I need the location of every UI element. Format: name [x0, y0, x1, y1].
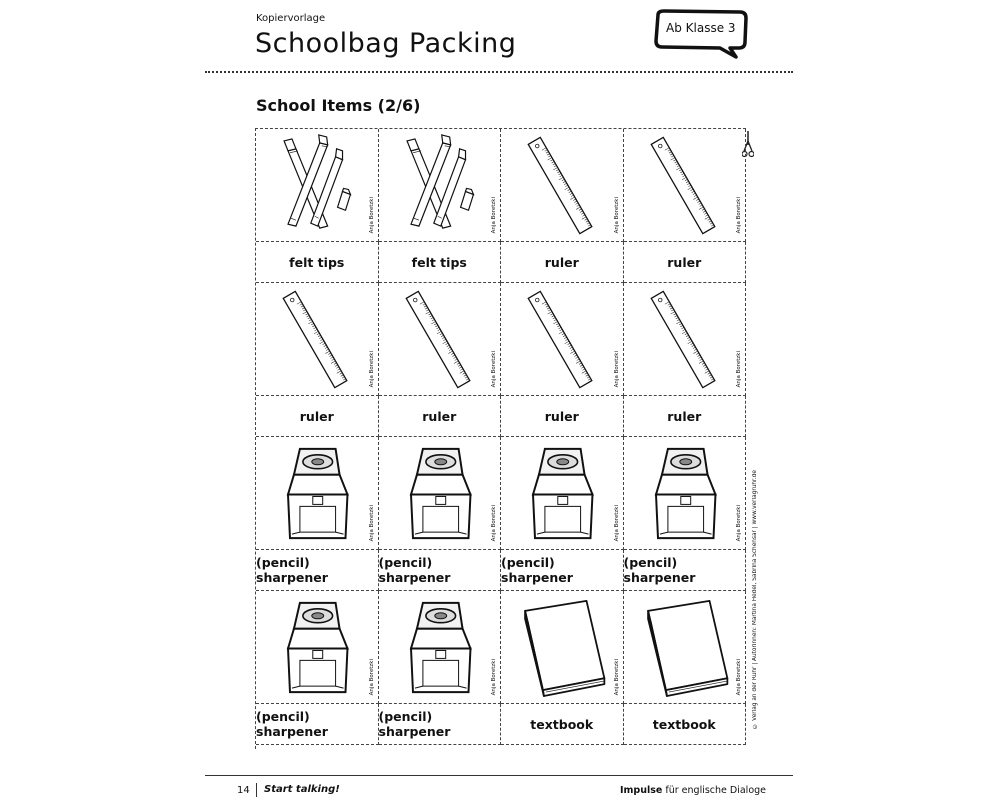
kopiervorlage-label: Kopiervorlage: [256, 13, 326, 24]
illustrator-credit: Anja Boretzki: [491, 504, 497, 541]
page-number: 14: [237, 785, 250, 796]
grade-badge-text: Ab Klasse 3: [666, 21, 736, 35]
word-card: (pencil) sharpener: [379, 550, 502, 591]
word-card: textbook: [624, 704, 747, 745]
word-card: ruler: [256, 396, 379, 437]
picture-card: [379, 129, 502, 242]
illustrator-credit: Anja Boretzki: [613, 658, 620, 695]
card-grid: [255, 128, 746, 749]
series-title: Start talking!: [264, 784, 340, 795]
illustrator-credit: Anja Boretzki: [368, 504, 375, 541]
word-card: (pencil) sharpener: [256, 704, 379, 745]
ruler-icon: [501, 129, 623, 241]
sharpener-icon: [256, 591, 378, 703]
felt-tips-icon: [379, 129, 501, 241]
illustrator-credit: Anja Boretzki: [368, 658, 375, 695]
word-card: ruler: [624, 396, 747, 437]
header-divider: [205, 71, 793, 73]
word-card: (pencil) sharpener: [501, 550, 624, 591]
word-card: ruler: [624, 242, 747, 283]
textbook-icon: [501, 591, 623, 703]
picture-card: [256, 129, 379, 242]
sharpener-icon: [256, 437, 378, 549]
picture-card: [379, 437, 502, 550]
picture-card: [501, 283, 624, 396]
sharpener-icon: [379, 591, 501, 703]
illustrator-credit: Anja Boretzki: [613, 196, 620, 233]
sharpener-icon: [501, 437, 623, 549]
word-card: (pencil) sharpener: [256, 550, 379, 591]
word-card: felt tips: [379, 242, 502, 283]
ruler-icon: [256, 283, 378, 395]
section-title: School Items (2/6): [256, 96, 421, 115]
picture-card: [256, 591, 379, 704]
ruler-icon: [624, 129, 746, 241]
picture-card: [624, 437, 747, 550]
word-card: textbook: [501, 704, 624, 745]
ruler-icon: [501, 283, 623, 395]
word-card: ruler: [501, 242, 624, 283]
word-card: (pencil) sharpener: [624, 550, 747, 591]
word-card: ruler: [501, 396, 624, 437]
picture-card: [624, 283, 747, 396]
picture-card: [624, 591, 747, 704]
illustrator-credit: Anja Boretzki: [736, 350, 742, 387]
illustrator-credit: Anja Boretzki: [613, 504, 620, 541]
picture-card: [624, 129, 747, 242]
sharpener-icon: [624, 437, 746, 549]
picture-card: [379, 283, 502, 396]
sharpener-icon: [379, 437, 501, 549]
textbook-icon: [624, 591, 746, 703]
picture-card: [501, 129, 624, 242]
picture-card: [256, 283, 379, 396]
word-card: ruler: [379, 396, 502, 437]
footer-separator: [256, 783, 257, 797]
picture-card: [501, 437, 624, 550]
illustrator-credit: Anja Boretzki: [736, 504, 742, 541]
word-card: (pencil) sharpener: [379, 704, 502, 745]
picture-card: [379, 591, 502, 704]
footer-divider: [205, 775, 793, 776]
word-card: felt tips: [256, 242, 379, 283]
illustrator-credit: Anja Boretzki: [613, 350, 620, 387]
illustrator-credit: Anja Boretzki: [368, 196, 375, 233]
felt-tips-icon: [256, 129, 378, 241]
illustrator-credit: Anja Boretzki: [491, 196, 497, 233]
footer-impulse: Impulse für englische Dialoge: [620, 785, 767, 796]
picture-card: [256, 437, 379, 550]
illustrator-credit: Anja Boretzki: [736, 658, 742, 695]
side-copyright: © Verlag an der Ruhr | Autorinnen: Martina Hedel, Sabrina Schensar | www.verlagruhr.de: [752, 470, 758, 729]
illustrator-credit: Anja Boretzki: [491, 350, 497, 387]
illustrator-credit: Anja Boretzki: [491, 658, 497, 695]
page-title: Schoolbag Packing: [255, 28, 517, 59]
illustrator-credit: Anja Boretzki: [736, 196, 742, 233]
grade-badge: [650, 9, 750, 59]
ruler-icon: [379, 283, 501, 395]
illustrator-credit: Anja Boretzki: [368, 350, 375, 387]
picture-card: [501, 591, 624, 704]
ruler-icon: [624, 283, 746, 395]
